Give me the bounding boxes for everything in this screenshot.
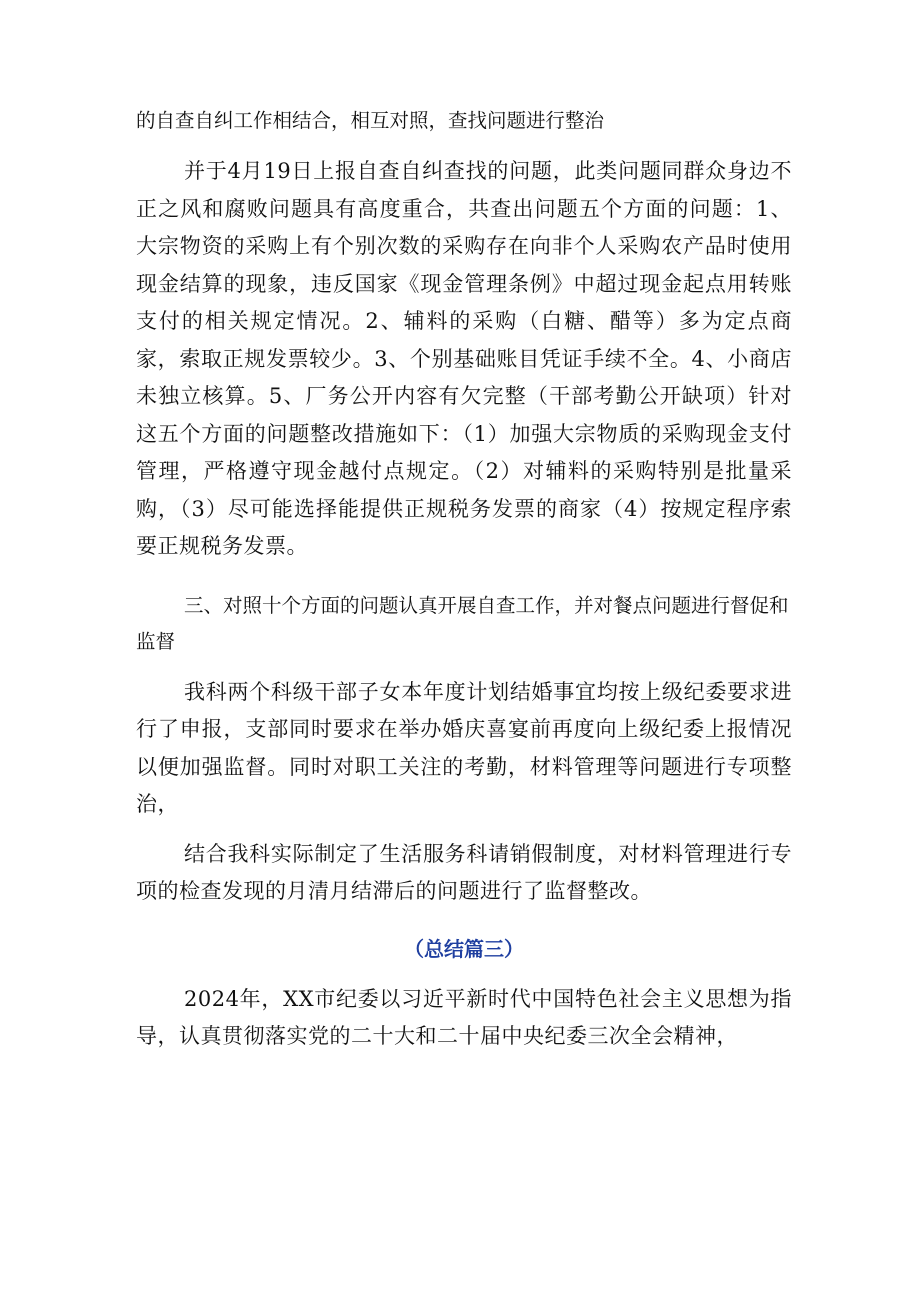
section-heading-continuation: 的自查自纠工作相结合，相互对照，查找问题进行整治 bbox=[136, 109, 605, 132]
spacer bbox=[136, 139, 792, 153]
section-three-heading: 三、对照十个方面的问题认真开展自查工作，并对餐点问题进行督促和监督 bbox=[136, 593, 789, 653]
section-three-paragraph-2: 结合我科实际制定了生活服务科请销假制度，对材料管理进行专项的检查发现的月清月结滞后的问题进行了监督整改。 bbox=[136, 841, 792, 903]
summary-three-title: （总结篇三） bbox=[404, 936, 524, 961]
problems-paragraph: 并于4月19日上报自查自纠查找的问题，此类问题同群众身边不正之风和腐败问题具有高度重合，共查出问题五个方面的问题：1、大宗物资的采购上有个别次数的采购存在向非个人采购农产品时使用现金结算的现象，违反国家《现金管理条例》中超过现金起点用转账支付的相关规定情况。2、辅料的采购（白糖、醋等）多为定点商家，索取正规发票较少。3、个别基础账目凭证手续不全。4、小商店未独立核算。5、厂务公开内容有欠完整（干部考勤公开缺项）针对这五个方面的问题整改措施如下：（1）加强大宗物质的采购现金支付管理，严格遵守现金越付点规定。（2）对辅料的采购特别是批量采购，（3）尽可能选择能提供正规税务发票的商家（4）按规定程序索要正规税务发票。 bbox=[136, 159, 792, 558]
spacer bbox=[136, 911, 792, 931]
spacer bbox=[136, 660, 792, 674]
summary-three-paragraph: 2024年，XX市纪委以习近平新时代中国特色社会主义思想为指导，认真贯彻落实党的二十大和二十届中央纪委三次全会精神， bbox=[136, 986, 792, 1048]
spacer bbox=[136, 824, 792, 836]
spacer bbox=[136, 566, 792, 588]
section-three-paragraph-1: 我科两个科级干部子女本年度计划结婚事宜均按上级纪委要求进行了申报，支部同时要求在举办婚庆喜宴前再度向上级纪委上报情况以便加强监督。同时对职工关注的考勤，材料管理等问题进行专项整治， bbox=[136, 679, 792, 816]
spacer bbox=[136, 967, 792, 981]
top-spacer bbox=[136, 0, 792, 103]
